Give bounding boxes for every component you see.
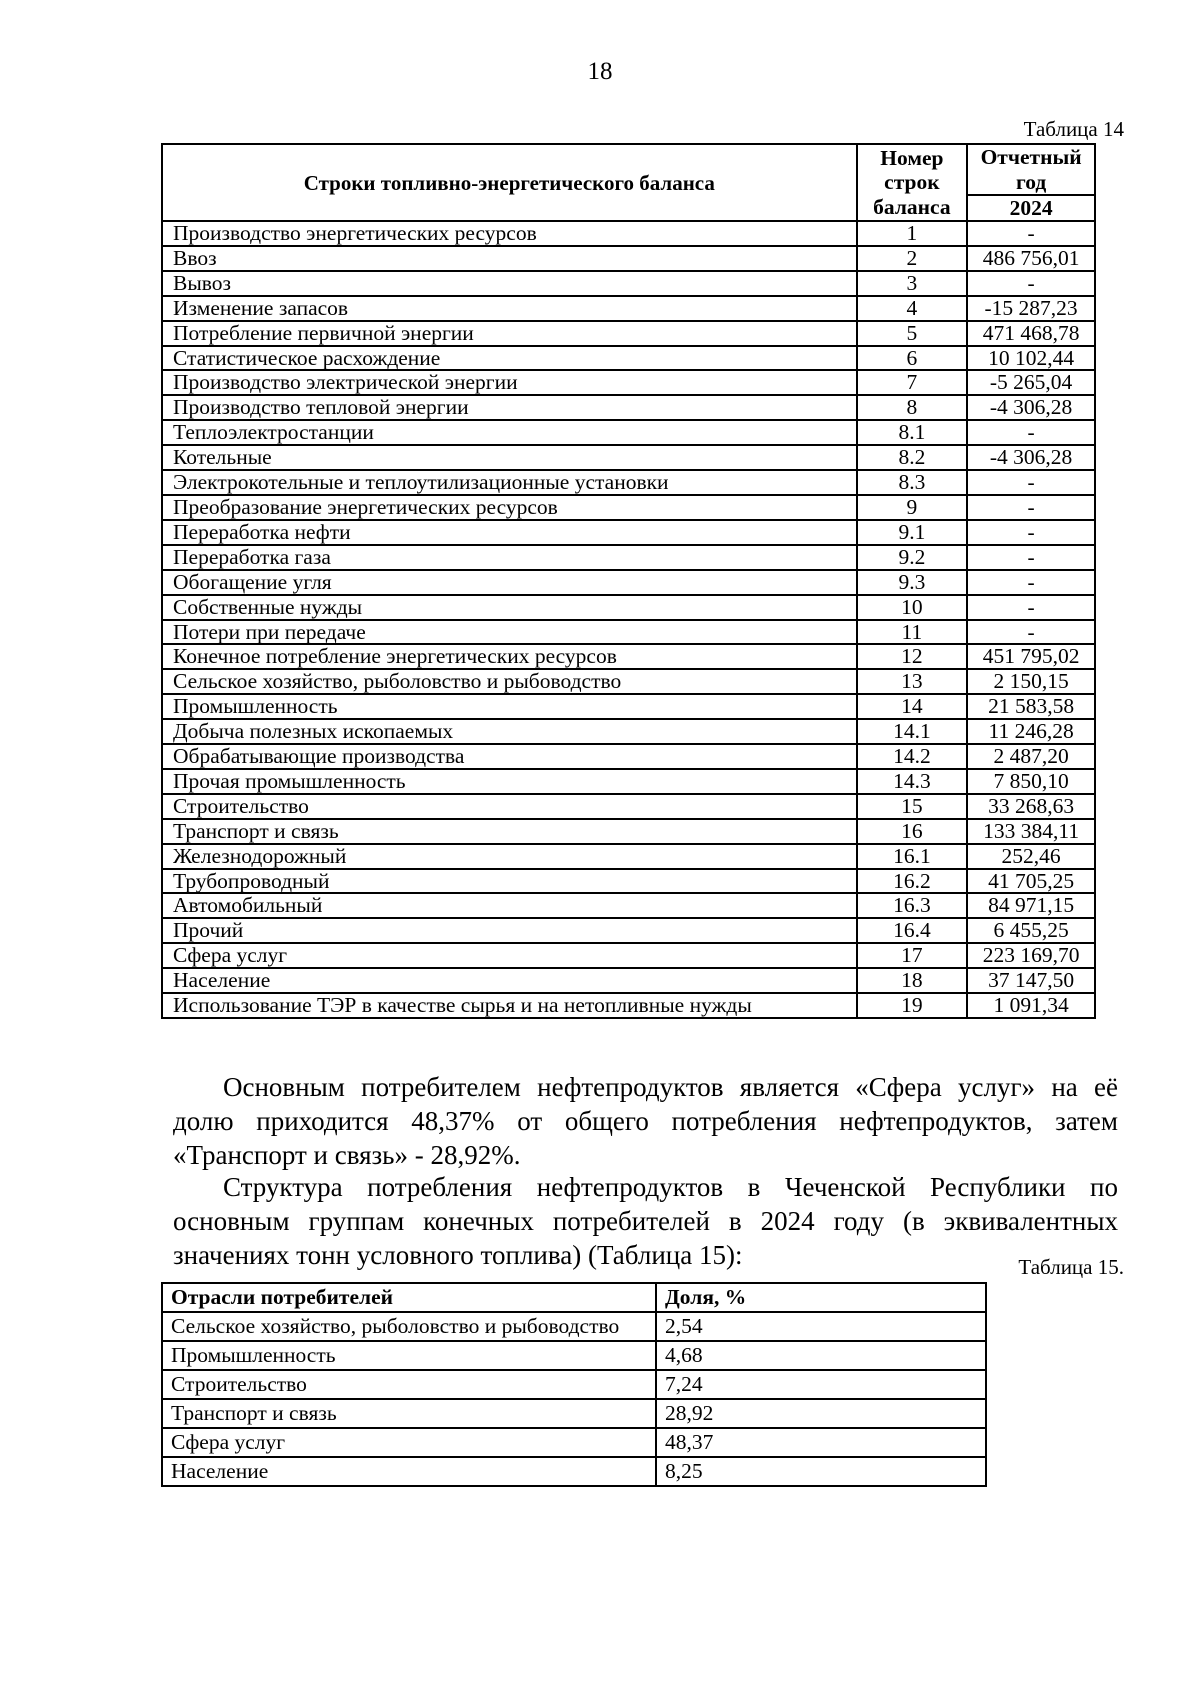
row-name: Электрокотельные и теплоутилизационные установки [162,470,857,495]
row-number: 16.4 [857,918,968,943]
row-name: Население [162,968,857,993]
table-header-row [162,1283,986,1312]
row-number: 19 [857,993,968,1018]
row-value: 37 147,50 [967,968,1095,993]
row-share: 4,68 [656,1341,986,1370]
table15-caption: Таблица 15. [1018,1255,1124,1279]
header-sector: Отрасли потребителей [162,1283,656,1312]
row-share: 2,54 [656,1312,986,1341]
table-row [162,595,1095,620]
row-number: 16 [857,819,968,844]
row-number: 8.1 [857,420,968,445]
row-number: 1 [857,221,968,246]
row-name: Ввоз [162,246,857,271]
row-name: Автомобильный [162,893,857,918]
table-row [162,644,1095,669]
row-value: - [967,620,1095,645]
row-name: Вывоз [162,271,857,296]
row-name: Использование ТЭР в качестве сырья и на нетопливные нужды [162,993,857,1018]
row-value: - [967,271,1095,296]
table-row [162,794,1095,819]
row-value: 2 487,20 [967,744,1095,769]
row-name: Промышленность [162,694,857,719]
row-name: Добыча полезных ископаемых [162,719,857,744]
table-row [162,993,1095,1018]
row-sector: Население [162,1457,656,1486]
table-row [162,1312,986,1341]
row-name: Прочая промышленность [162,769,857,794]
row-number: 16.3 [857,893,968,918]
row-number: 16.2 [857,869,968,894]
row-number: 15 [857,794,968,819]
row-number: 8 [857,395,968,420]
row-name: Производство энергетических ресурсов [162,221,857,246]
table-row [162,744,1095,769]
row-name: Обрабатывающие производства [162,744,857,769]
row-number: 9 [857,495,968,520]
row-number: 14.1 [857,719,968,744]
row-number: 7 [857,370,968,395]
header-row-number: Номер строк баланса [857,144,968,221]
row-number: 8.3 [857,470,968,495]
table-row [162,669,1095,694]
table14-caption: Таблица 14 [1023,117,1124,141]
row-name: Котельные [162,445,857,470]
table-row [162,570,1095,595]
row-share: 8,25 [656,1457,986,1486]
row-value: - [967,570,1095,595]
row-value: 223 169,70 [967,943,1095,968]
row-sector: Промышленность [162,1341,656,1370]
table-row [162,869,1095,894]
row-sector: Сельское хозяйство, рыболовство и рыбоводство [162,1312,656,1341]
row-name: Собственные нужды [162,595,857,620]
row-name: Железнодорожный [162,844,857,869]
row-sector: Строительство [162,1370,656,1399]
row-value: - [967,595,1095,620]
row-number: 9.3 [857,570,968,595]
row-name: Статистическое расхождение [162,346,857,371]
row-name: Строительство [162,794,857,819]
row-value: - [967,495,1095,520]
row-name: Производство электрической энергии [162,370,857,395]
row-value: - [967,545,1095,570]
row-number: 13 [857,669,968,694]
row-value: 451 795,02 [967,644,1095,669]
row-number: 4 [857,296,968,321]
table-row [162,620,1095,645]
row-number: 14.3 [857,769,968,794]
energy-balance-table [161,143,1096,1019]
row-value: - [967,520,1095,545]
row-name: Обогащение угля [162,570,857,595]
row-value: - [967,420,1095,445]
row-value: 41 705,25 [967,869,1095,894]
row-name: Переработка нефти [162,520,857,545]
table-row [162,694,1095,719]
row-value: 21 583,58 [967,694,1095,719]
table-row [162,1428,986,1457]
row-value: 2 150,15 [967,669,1095,694]
header-year-value: 2024 [967,195,1095,221]
paragraph-main-consumer: Основным потребителем нефтепродуктов является «Сфера услуг» на её долю приходится 48,37% от общего потребления нефтепродуктов, затем «Транспорт и связь» - 28,92%. [173,1072,1118,1170]
row-value: 133 384,11 [967,819,1095,844]
row-number: 14.2 [857,744,968,769]
table-row [162,246,1095,271]
table-row [162,321,1095,346]
table-row [162,844,1095,869]
row-name: Производство тепловой энергии [162,395,857,420]
table-row [162,943,1095,968]
row-name: Транспорт и связь [162,819,857,844]
table-row [162,769,1095,794]
table-row [162,819,1095,844]
row-name: Конечное потребление энергетических ресурсов [162,644,857,669]
table-row [162,1399,986,1428]
header-share: Доля, % [656,1283,986,1312]
row-value: 471 468,78 [967,321,1095,346]
row-number: 11 [857,620,968,645]
table-row [162,1341,986,1370]
row-value: 11 246,28 [967,719,1095,744]
row-name: Трубопроводный [162,869,857,894]
row-value: 7 850,10 [967,769,1095,794]
row-number: 17 [857,943,968,968]
row-sector: Транспорт и связь [162,1399,656,1428]
row-value: 1 091,34 [967,993,1095,1018]
row-number: 5 [857,321,968,346]
row-number: 10 [857,595,968,620]
row-number: 8.2 [857,445,968,470]
row-name: Потери при передаче [162,620,857,645]
table-row [162,893,1095,918]
row-number: 9.1 [857,520,968,545]
table-row [162,968,1095,993]
table-row [162,495,1095,520]
table-row [162,1457,986,1486]
table-row [162,221,1095,246]
table-row [162,545,1095,570]
table-row [162,520,1095,545]
table-header-row [162,144,1095,195]
row-share: 28,92 [656,1399,986,1428]
table-row [162,296,1095,321]
row-sector: Сфера услуг [162,1428,656,1457]
row-name: Сфера услуг [162,943,857,968]
row-value: - [967,470,1095,495]
table-row [162,719,1095,744]
table-row [162,918,1095,943]
row-value: 84 971,15 [967,893,1095,918]
table-row [162,470,1095,495]
row-share: 48,37 [656,1428,986,1457]
row-value: 10 102,44 [967,346,1095,371]
row-number: 6 [857,346,968,371]
oil-products-share-table [161,1282,987,1487]
row-value: -5 265,04 [967,370,1095,395]
row-number: 12 [857,644,968,669]
row-name: Изменение запасов [162,296,857,321]
row-value: 486 756,01 [967,246,1095,271]
row-value: 33 268,63 [967,794,1095,819]
table-row [162,420,1095,445]
row-number: 18 [857,968,968,993]
header-report-year: Отчетный год [967,144,1095,195]
row-number: 2 [857,246,968,271]
row-value: 6 455,25 [967,918,1095,943]
row-name: Прочий [162,918,857,943]
row-number: 3 [857,271,968,296]
row-value: -15 287,23 [967,296,1095,321]
row-number: 16.1 [857,844,968,869]
row-number: 9.2 [857,545,968,570]
row-name: Теплоэлектростанции [162,420,857,445]
row-value: - [967,221,1095,246]
table-row [162,445,1095,470]
table-row [162,346,1095,371]
row-name: Преобразование энергетических ресурсов [162,495,857,520]
row-share: 7,24 [656,1370,986,1399]
row-name: Переработка газа [162,545,857,570]
header-balance-rows: Строки топливно-энергетического баланса [162,144,857,221]
table-row [162,370,1095,395]
row-value: 252,46 [967,844,1095,869]
page-number: 18 [587,58,613,85]
row-name: Потребление первичной энергии [162,321,857,346]
table-row [162,1370,986,1399]
row-value: -4 306,28 [967,445,1095,470]
row-value: -4 306,28 [967,395,1095,420]
row-name: Сельское хозяйство, рыболовство и рыбоводство [162,669,857,694]
row-number: 14 [857,694,968,719]
table-row [162,395,1095,420]
table-row [162,271,1095,296]
paragraph-structure: Структура потребления нефтепродуктов в Чеченской Республики по основным группам конечных потребителей в 2024 году (в эквивалентных значениях тонн условного топлива) (Таблица 15): [173,1172,1118,1270]
